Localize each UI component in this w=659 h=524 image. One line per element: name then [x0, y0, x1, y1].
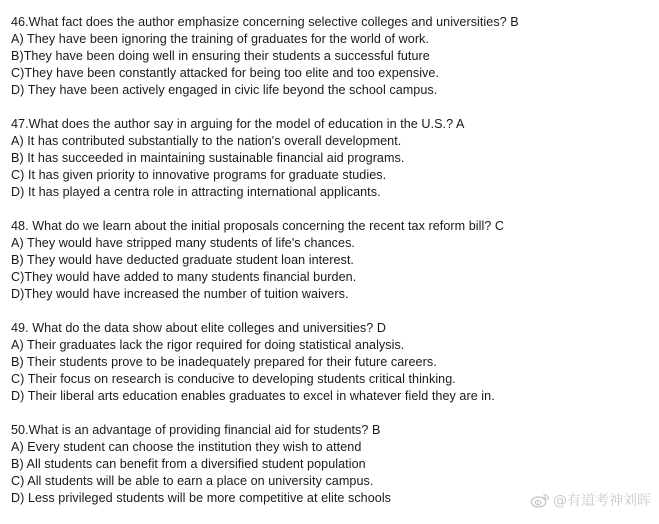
- watermark-text: @有道考神刘晖: [553, 493, 651, 509]
- option-d: D) Less privileged students will be more competitive at elite schools: [11, 491, 392, 505]
- option-d: D)They would have increased the number of tuition waivers.: [11, 287, 349, 301]
- option-c: C)They would have added to many students financial burden.: [11, 270, 357, 284]
- option-b: B) All students can benefit from a diversified student population: [11, 457, 366, 471]
- option-a: A) Every student can choose the institution they wish to attend: [11, 440, 362, 454]
- option-d: D) They have been actively engaged in civic life beyond the school campus.: [11, 83, 438, 97]
- option-a: A) They have been ignoring the training of graduates for the world of work.: [11, 32, 429, 46]
- option-b: B) They would have deducted graduate student loan interest.: [11, 253, 354, 267]
- question-prompt: 49. What do the data show about elite colleges and universities? D: [11, 321, 387, 335]
- option-c: C) It has given priority to innovative programs for graduate studies.: [11, 168, 387, 182]
- option-b: B)They have been doing well in ensuring their students a successful future: [11, 49, 430, 63]
- document-body: [11, 14, 651, 524]
- option-d: D) It has played a centra role in attracting international applicants.: [11, 185, 381, 199]
- weibo-icon: [530, 492, 550, 508]
- question-48: [11, 218, 651, 303]
- option-a: A) They would have stripped many students of life's chances.: [11, 236, 355, 250]
- option-c: C) All students will be able to earn a place on university campus.: [11, 474, 374, 488]
- question-prompt: 50.What is an advantage of providing financial aid for students? B: [11, 423, 381, 437]
- option-a: A) It has contributed substantially to the nation's overall development.: [11, 134, 402, 148]
- option-b: B) Their students prove to be inadequately prepared for their future careers.: [11, 355, 437, 369]
- question-49: [11, 320, 651, 405]
- option-c: C)They have been constantly attacked for being too elite and too expensive.: [11, 66, 440, 80]
- question-47: [11, 116, 651, 201]
- question-46: [11, 14, 651, 99]
- option-b: B) It has succeeded in maintaining sustainable financial aid programs.: [11, 151, 405, 165]
- watermark: [530, 490, 651, 510]
- option-c: C) Their focus on research is conducive to developing students critical thinking.: [11, 372, 456, 386]
- question-prompt: 48. What do we learn about the initial proposals concerning the recent tax reform bill? C: [11, 219, 505, 233]
- option-d: D) Their liberal arts education enables graduates to excel in whatever field they are in.: [11, 389, 495, 403]
- question-prompt: 47.What does the author say in arguing for the model of education in the U.S.? A: [11, 117, 465, 131]
- option-a: A) Their graduates lack the rigor required for doing statistical analysis.: [11, 338, 405, 352]
- question-prompt: 46.What fact does the author emphasize concerning selective colleges and universities? B: [11, 15, 519, 29]
